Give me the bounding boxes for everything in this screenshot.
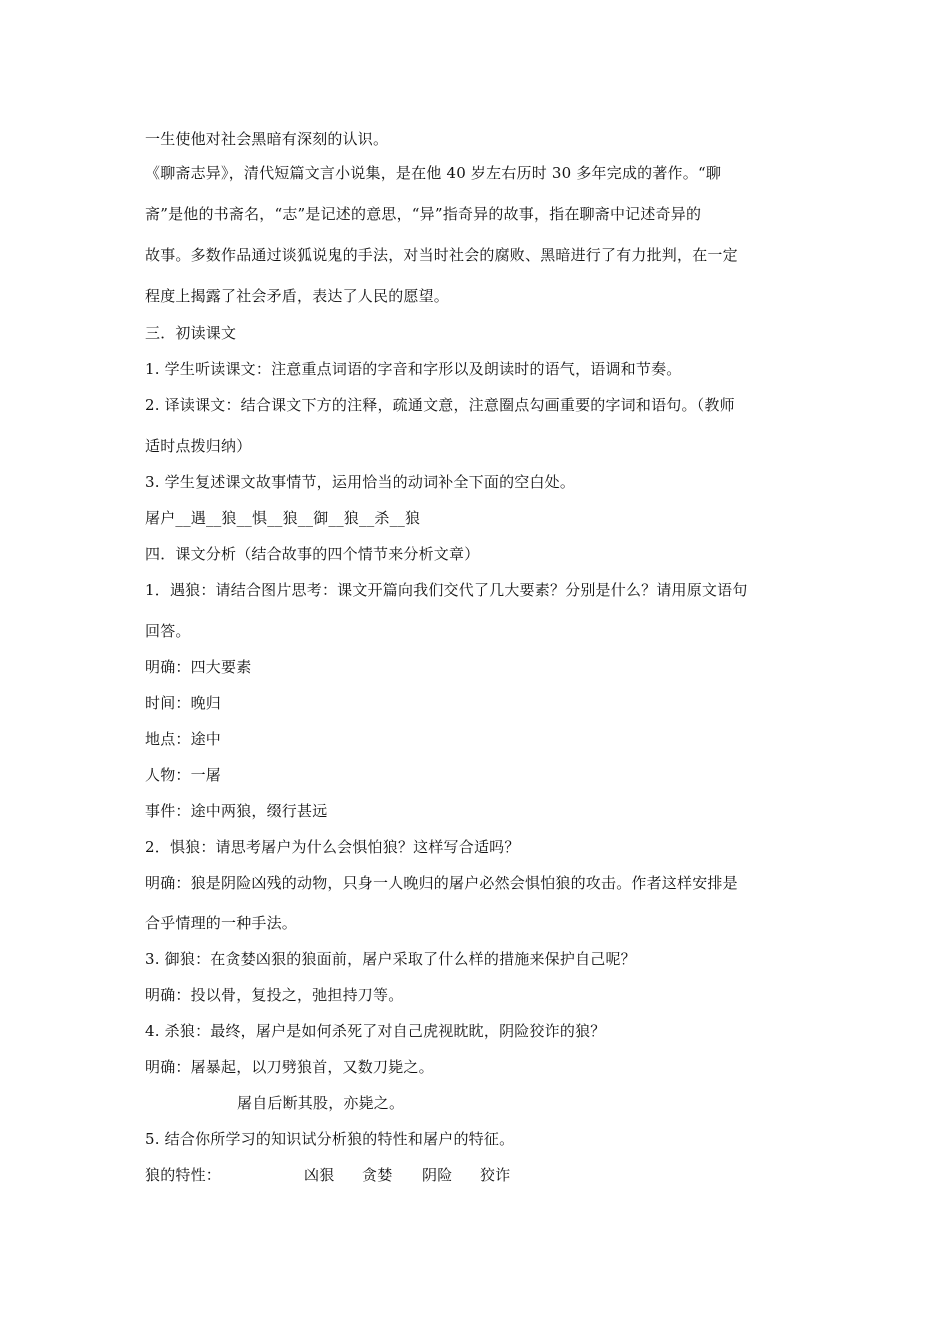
- text-line: 适时点拨归纳）: [145, 437, 252, 455]
- wolf-trait: 狡诈: [480, 1166, 511, 1184]
- text-line: 一生使他对社会黑暗有深刻的认识。: [145, 130, 389, 148]
- text-line: 时间：晚归: [145, 694, 222, 712]
- text-line: 4. 杀狼：最终，屠户是如何杀死了对自己虎视眈眈，阴险狡诈的狼？: [145, 1022, 606, 1040]
- text-line: 地点：途中: [145, 730, 222, 748]
- text-line: 3. 御狼：在贪婪凶狠的狼面前，屠户采取了什么样的措施来保护自己呢？: [145, 950, 636, 968]
- text-line: 明确：四大要素: [145, 658, 252, 676]
- text-line: 3. 学生复述课文故事情节，运用恰当的动词补全下面的空白处。: [145, 473, 576, 491]
- text-line: 2．惧狼：请思考屠户为什么会惧怕狼？这样写合适吗？: [145, 838, 520, 856]
- text-line: 屠自后断其股，亦毙之。: [237, 1094, 405, 1112]
- text-line: 1. 学生听读课文：注意重点词语的字音和字形以及朗读时的语气，语调和节奏。: [145, 360, 682, 378]
- text-line: 2. 译读课文：结合课文下方的注释，疏通文意，注意圈点勾画重要的字词和语句。（教师: [145, 396, 735, 414]
- text-line: 程度上揭露了社会矛盾，表达了人民的愿望。: [145, 287, 450, 305]
- text-line: 事件：途中两狼，缀行甚远: [145, 802, 328, 820]
- text-line: 1．遇狼：请结合图片思考：课文开篇向我们交代了几大要素？分别是什么？请用原文语句: [145, 581, 748, 599]
- text-line: 回答。: [145, 622, 191, 640]
- text-line: 明确：投以骨，复投之，弛担持刀等。: [145, 986, 404, 1004]
- wolf-trait: 凶狠: [304, 1166, 335, 1184]
- wolf-trait: 阴险: [422, 1166, 453, 1184]
- text-line: 斋”是他的书斋名，“志”是记述的意思，“异”指奇异的故事，指在聊斋中记述奇异的: [145, 205, 702, 223]
- text-line: 屠户__遇__狼__惧__狼__御__狼__杀__狼: [145, 509, 421, 527]
- wolf-trait: 贪婪: [362, 1166, 393, 1184]
- text-line: 明确：狼是阴险凶残的动物，只身一人晚归的屠户必然会惧怕狼的攻击。作者这样安排是: [145, 874, 738, 892]
- text-line: 5. 结合你所学习的知识试分析狼的特性和屠户的特征。: [145, 1130, 515, 1148]
- wolf-traits-row: [145, 1165, 545, 1185]
- text-line: 人物：一屠: [145, 766, 222, 784]
- text-line: 合乎情理的一种手法。: [145, 914, 298, 932]
- wolf-traits-label: 狼的特性：: [145, 1166, 222, 1184]
- text-line: 《聊斋志异》，清代短篇文言小说集，是在他 40 岁左右历时 30 多年完成的著作。“聊: [145, 164, 722, 182]
- text-line: 故事。多数作品通过谈狐说鬼的手法，对当时社会的腐败、黑暗进行了有力批判，在一定: [145, 246, 738, 264]
- text-line: 明确：屠暴起，以刀劈狼首，又数刀毙之。: [145, 1058, 434, 1076]
- section-heading: 四．课文分析（结合故事的四个情节来分析文章）: [145, 545, 480, 563]
- section-heading: 三．初读课文: [145, 324, 237, 342]
